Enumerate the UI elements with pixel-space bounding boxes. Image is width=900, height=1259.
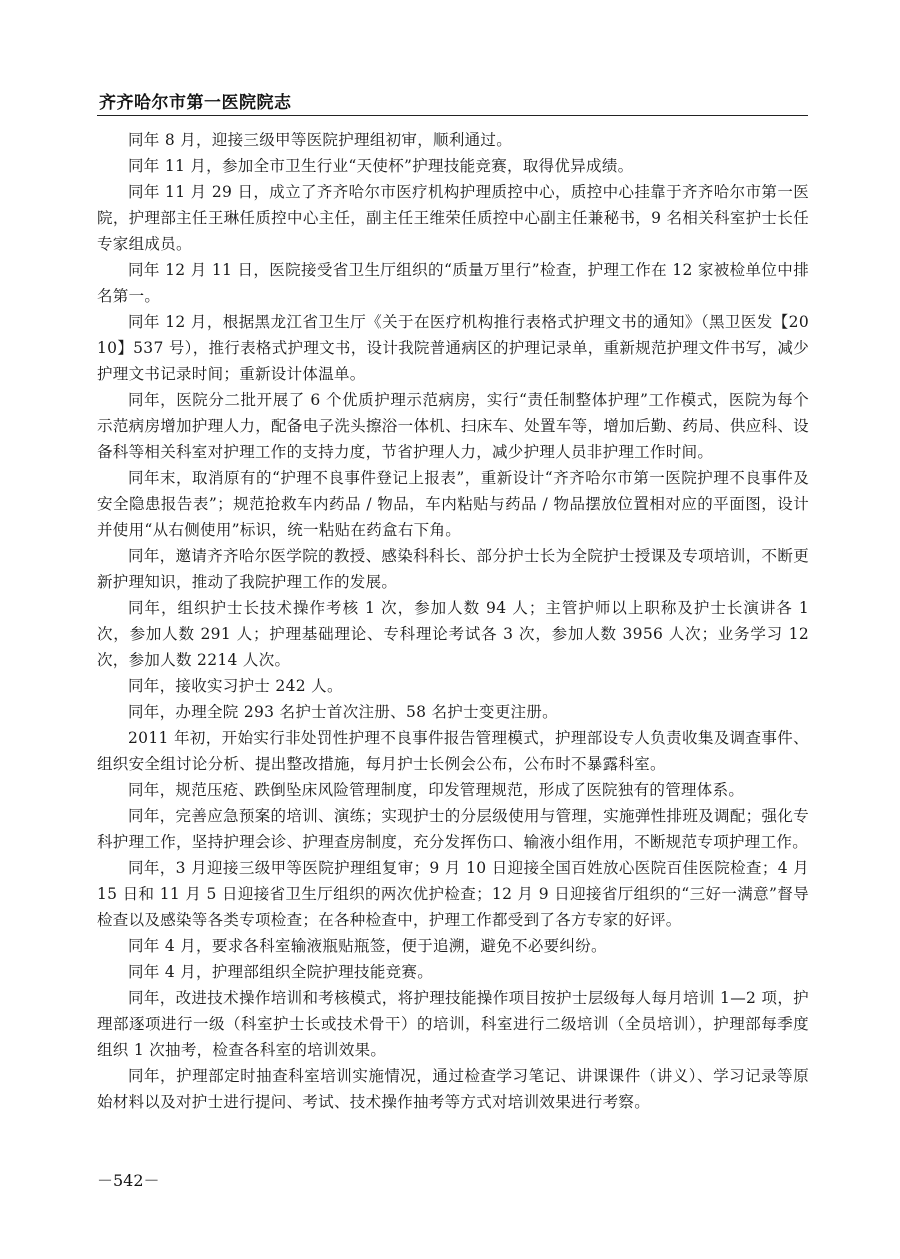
paragraph: 同年，邀请齐齐哈尔医学院的教授、感染科科长、部分护士长为全院护士授课及专项培训，不断更新护理知识，推动了我院护理工作的发展。 [97,547,809,591]
paragraph: 同年，医院分二批开展了 6 个优质护理示范病房，实行“责任制整体护理”工作模式，医院为每个示范病房增加护理人力，配备电子洗头擦浴一体机、扫床车、处置车等，增加后勤、药局、供应科、设备科等相关科室对护理工作的支持力度，节省护理人力，减少护理人员非护理工作时间。 [97,391,809,461]
body-text [97,127,809,1115]
paragraph: 同年 12 月，根据黑龙江省卫生厅《关于在医疗机构推行表格式护理文书的通知》（黑卫医发【2010】537 号），推行表格式护理文书，设计我院普通病区的护理记录单，重新规范护理文件书写，减少护理文书记录时间；重新设计体温单。 [97,313,809,383]
paragraph: 同年 11 月，参加全市卫生行业“天使杯”护理技能竞赛，取得优异成绩。 [128,157,634,175]
paragraph: 同年，办理全院 293 名护士首次注册、58 名护士变更注册。 [128,703,558,721]
paragraph: 同年 4 月，护理部组织全院护理技能竞赛。 [128,963,434,981]
page-number: －542－ [97,1171,160,1190]
paragraph: 同年 11 月 29 日，成立了齐齐哈尔市医疗机构护理质控中心，质控中心挂靠于齐齐哈尔市第一医院，护理部主任王琳任质控中心主任，副主任王维荣任质控中心副主任兼秘书，9 名相关科室护士长任专家组成员。 [97,183,809,253]
paragraph: 同年，接收实习护士 242 人。 [128,677,343,695]
paragraph: 同年，完善应急预案的培训、演练；实现护士的分层级使用与管理，实施弹性排班及调配；强化专科护理工作，坚持护理会诊、护理查房制度，充分发挥伤口、输液小组作用，不断规范专项护理工作。 [97,807,809,851]
paragraph: 同年，改进技术操作培训和考核模式，将护理技能操作项目按护士层级每人每月培训 1—2 项，护理部逐项进行一级（科室护士长或技术骨干）的培训，科室进行二级培训（全员培训），护理部每季度组织 1 次抽考，检查各科室的培训效果。 [97,989,809,1059]
paragraph: 同年，护理部定时抽查科室培训实施情况，通过检查学习笔记、讲课课件（讲义）、学习记录等原始材料以及对护士进行提问、考试、技术操作抽考等方式对培训效果进行考察。 [97,1067,809,1111]
paragraph: 同年，组织护士长技术操作考核 1 次，参加人数 94 人；主管护师以上职称及护士长演讲各 1 次，参加人数 291 人；护理基础理论、专科理论考试各 3 次，参加人数 3956 人次；业务学习 12 次，参加人数 2214 人次。 [97,599,809,669]
paragraph: 同年，规范压疮、跌倒坠床风险管理制度，印发管理规范，形成了医院独有的管理体系。 [128,781,745,799]
paragraph: 同年 12 月 11 日，医院接受省卫生厅组织的“质量万里行”检查，护理工作在 12 家被检单位中排名第一。 [97,261,809,305]
paragraph: 2011 年初，开始实行非处罚性护理不良事件报告管理模式，护理部设专人负责收集及调查事件、组织安全组讨论分析、提出整改措施，每月护士长例会公布，公布时不暴露科室。 [97,729,809,773]
paragraph: 同年，3 月迎接三级甲等医院护理组复审；9 月 10 日迎接全国百姓放心医院百佳医院检查；4 月 15 日和 11 月 5 日迎接省卫生厅组织的两次优护检查；12 月 9 日迎接省厅组织的“三好一满意”督导检查以及感染等各类专项检查；在各种检查中，护理工作都受到了各方专家的好评。 [97,859,809,929]
header-divider [97,115,808,116]
paragraph: 同年 4 月，要求各科室输液瓶贴瓶签，便于追溯，避免不必要纠纷。 [128,937,607,955]
paragraph: 同年 8 月，迎接三级甲等医院护理组初审，顺利通过。 [128,131,513,149]
running-header-title: 齐齐哈尔市第一医院院志 [99,93,292,113]
paragraph: 同年末，取消原有的“护理不良事件登记上报表”，重新设计“齐齐哈尔市第一医院护理不良事件及安全隐患报告表”；规范抢救车内药品 / 物品，车内粘贴与药品 / 物品摆放位置相对应的平面图，设计并使用“从右侧使用”标识，统一粘贴在药盒右下角。 [97,469,809,539]
